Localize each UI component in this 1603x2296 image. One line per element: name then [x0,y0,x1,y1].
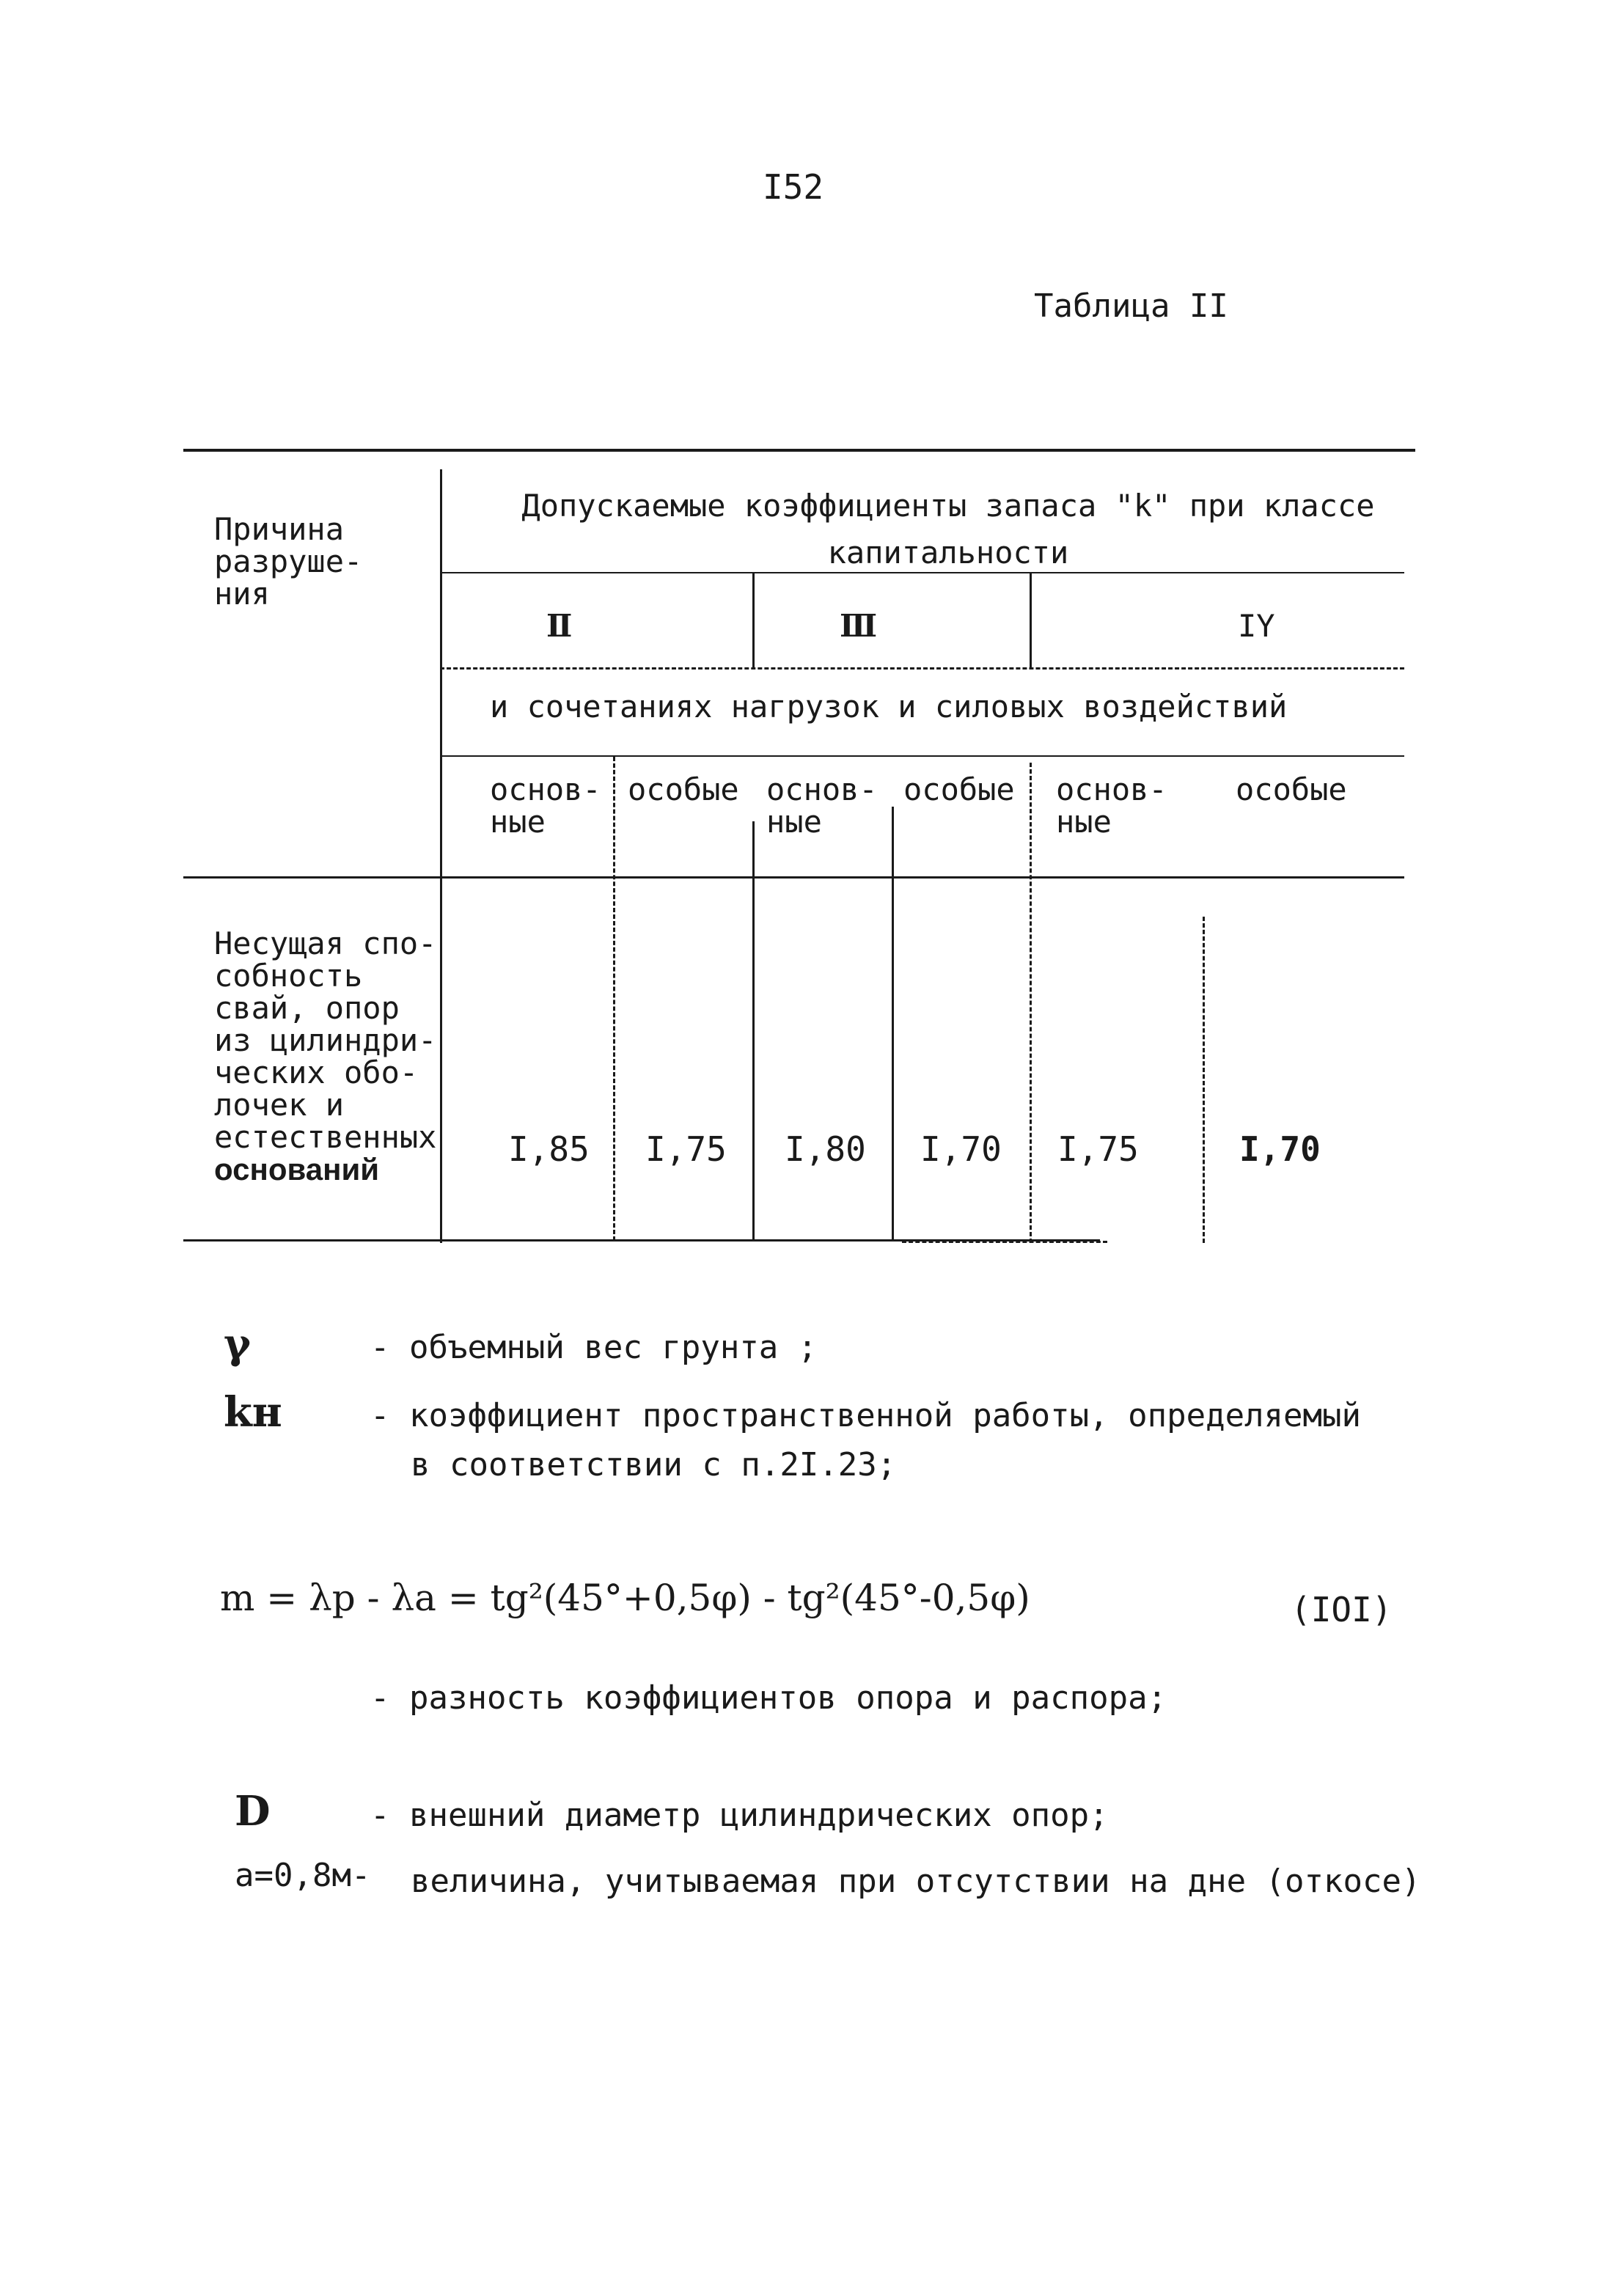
class-3: Ⅲ [840,608,878,644]
gamma-definition: - объемный вес грунта ; [370,1329,818,1366]
kn-symbol: kн [224,1388,282,1437]
load-combination-header: и сочетаниях нагрузок и силовых воздействий [490,689,1288,725]
d-definition: - внешний диаметр цилиндрических опор; [370,1797,1109,1834]
table-top-rule [183,449,1415,452]
formula-explanation: - разность коэффициентов опора и распора; [370,1679,1167,1717]
class-2: Ⅱ [546,608,573,644]
col-divider-5 [1203,917,1205,1243]
load-type-1: основ- ные [490,771,601,840]
table-bottom-dash [902,1241,1107,1243]
row-label: Несущая спо- собность свай, опор из цилиндри- ческих обо- лочек и естественных оснований [214,925,437,1186]
page-number: I52 [763,167,824,207]
load-rule [440,755,1404,757]
gamma-symbol: γ [224,1320,251,1368]
value-cell: I,70 [920,1129,1002,1169]
class-divider-2 [1030,573,1032,669]
d-symbol: D [235,1787,271,1835]
table-title: Таблица II [1034,287,1228,325]
load-type-2: особые [628,771,739,807]
col-divider-3 [892,807,894,1241]
col-divider-2 [752,821,755,1241]
class-divider-1 [752,573,755,669]
equation-number: (IOI) [1291,1590,1393,1629]
value-cell: I,85 [508,1129,590,1169]
class-bottom-rule [440,667,1404,670]
main-header: Допускаемые коэффициенты запаса "k" при классе капитальности [521,488,1375,571]
a-symbol: a=0,8м- [235,1857,371,1894]
value-cell: I,80 [785,1129,866,1169]
header-divider [440,469,442,1243]
load-type-3: основ- ные [766,771,878,840]
load-type-5: основ- ные [1056,771,1167,840]
col-divider-1 [613,757,615,1241]
value-cell: I,75 [645,1129,727,1169]
kn-definition-line-1: - коэффициент пространственной работы, определяемый [370,1397,1362,1434]
load-type-6: особые [1236,771,1347,807]
a-definition: величина, учитываемая при отсутствии на дне (откосе) [411,1863,1421,1900]
row-header-label: Причина разруше- ния [214,511,363,612]
load-type-4: особые [903,771,1015,807]
header-bottom-rule [183,876,1404,879]
kn-definition-line-2: в соответствии с п.2I.23; [411,1446,897,1483]
value-cell: I,70 [1239,1129,1321,1169]
class-4: IY [1238,608,1275,644]
col-divider-4 [1030,763,1032,1243]
formula: m = λp - λa = tg²(45°+0,5φ) - tg²(45°-0,5φ) [220,1577,1030,1619]
value-cell: I,75 [1057,1129,1139,1169]
